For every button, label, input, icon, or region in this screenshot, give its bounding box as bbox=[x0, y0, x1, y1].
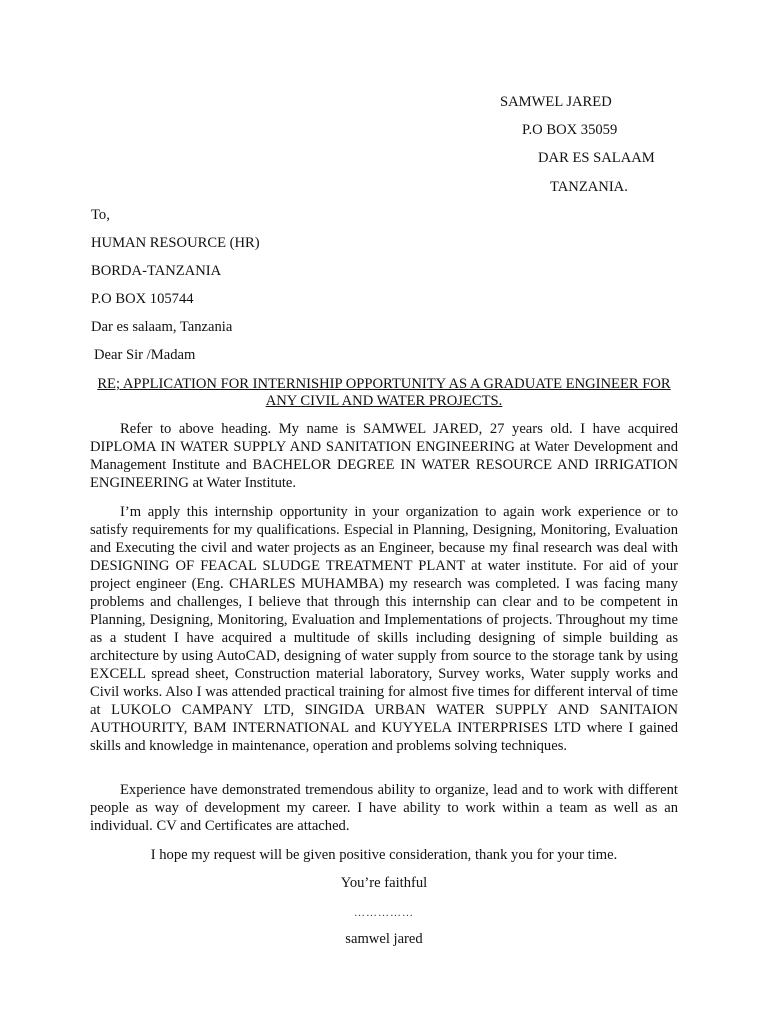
body-paragraph-3: Experience have demonstrated tremendous ability to organize, lead and to work with different people as way of development my career. I have ability to work within a team as well as an individual. CV and Certificates are attached. bbox=[90, 782, 678, 834]
recipient-to: To, bbox=[91, 207, 110, 223]
sender-box: P.O BOX 35059 bbox=[522, 122, 618, 138]
sender-city: DAR ES SALAAM bbox=[538, 150, 655, 166]
closing-hope: I hope my request will be given positive consideration, thank you for your time. bbox=[150, 847, 618, 863]
subject-line: RE; APPLICATION FOR INTERNISHIP OPPORTUNITY AS A GRADUATE ENGINEER FOR ANY CIVIL AND WATER PROJECTS. bbox=[97, 376, 671, 409]
signature-dots: …………… bbox=[354, 907, 414, 919]
sender-country: TANZANIA. bbox=[550, 179, 628, 195]
recipient-dept: HUMAN RESOURCE (HR) bbox=[91, 235, 260, 251]
recipient-city: Dar es salaam, Tanzania bbox=[91, 319, 233, 335]
sender-name: SAMWEL JARED bbox=[500, 94, 612, 110]
closing-faithful: You’re faithful bbox=[340, 875, 428, 891]
recipient-box: P.O BOX 105744 bbox=[91, 291, 194, 307]
body-paragraph-2: I’m apply this internship opportunity in your organization to again work experience or to satisfy requirements for my qualifications. Especial in Planning, Designing, Monitoring, Evaluation and Executing the civil and water projects as an Engineer, because my final research was deal with DESIGNING OF FEACAL SLUDGE TREATMENT PLANT at water institute. For aid of your project engineer (Eng. CHARLES MUHAMBA) my research was completed. I was facing many problems and challenges, I believe that through this internship can clear and to be competent in Planning, Designing, Monitoring, Evaluation and Implementations of projects. Throughout my time as a student I have acquired a multitude of skills including designing of simple building as architecture by using AutoCAD, designing of water supply from source to the storage tank by using EXCELL spread sheet, Construction material laboratory, Survey works, Water supply works and Civil works. Also I was attended practical training for almost five times for different interval of time at LUKOLO CAMPANY LTD, SINGIDA URBAN WATER SUPPLY AND SANITAION AUTHOURITY, BAM INTERNATIONAL and KUYYELA INTERPRISES LTD where I gained skills and knowledge in maintenance, operation and problems solving techniques. bbox=[90, 504, 678, 754]
salutation: Dear Sir /Madam bbox=[94, 347, 196, 363]
body-paragraph-1: Refer to above heading. My name is SAMWEL JARED, 27 years old. I have acquired DIPLOMA IN WATER SUPPLY AND SANITATION ENGINEERING at Water Development and Management Institute and BACHELOR DEGREE IN WATER RESOURCE AND IRRIGATION ENGINEERING at Water Institute. bbox=[90, 421, 678, 491]
recipient-org: BORDA-TANZANIA bbox=[91, 263, 222, 279]
signature-name: samwel jared bbox=[345, 931, 423, 947]
